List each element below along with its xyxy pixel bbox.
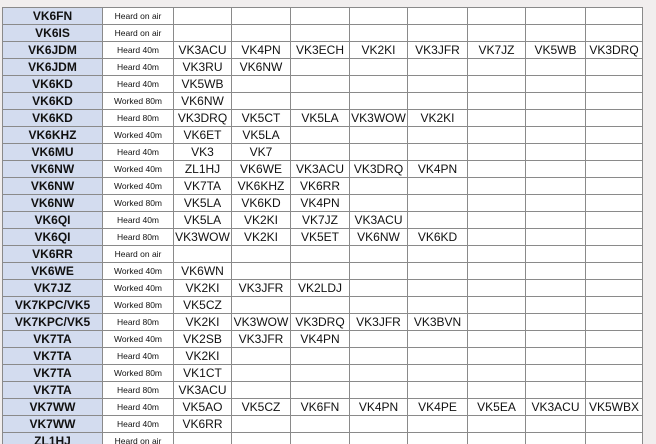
status-cell[interactable]: Heard 40m bbox=[103, 144, 174, 161]
contact-cell[interactable] bbox=[526, 416, 586, 433]
contact-cell[interactable]: VK3RU bbox=[174, 59, 232, 76]
contact-cell[interactable] bbox=[468, 25, 526, 42]
status-cell[interactable]: Heard on air bbox=[103, 246, 174, 263]
contact-cell[interactable] bbox=[586, 76, 643, 93]
contact-cell[interactable] bbox=[408, 8, 468, 25]
contact-cell[interactable] bbox=[526, 212, 586, 229]
contact-cell[interactable] bbox=[408, 93, 468, 110]
contact-cell[interactable] bbox=[408, 127, 468, 144]
contact-cell[interactable]: VK2KI bbox=[408, 110, 468, 127]
contact-cell[interactable] bbox=[586, 212, 643, 229]
contact-cell[interactable] bbox=[408, 195, 468, 212]
contact-cell[interactable]: VK1CT bbox=[174, 365, 232, 382]
contact-cell[interactable] bbox=[468, 365, 526, 382]
contact-cell[interactable] bbox=[350, 263, 408, 280]
contact-cell[interactable] bbox=[408, 416, 468, 433]
table-row bbox=[3, 382, 643, 399]
contact-cell[interactable]: VK3BVN bbox=[408, 314, 468, 331]
contact-cell[interactable] bbox=[526, 433, 586, 444]
contact-cell[interactable] bbox=[526, 314, 586, 331]
table-row bbox=[3, 110, 643, 127]
contact-cell[interactable]: VK3ACU bbox=[526, 399, 586, 416]
contact-cell[interactable] bbox=[350, 93, 408, 110]
status-cell[interactable]: Heard 80m bbox=[103, 382, 174, 399]
contact-cell[interactable] bbox=[526, 263, 586, 280]
contact-cell[interactable]: VK5WB bbox=[174, 76, 232, 93]
contact-cell[interactable]: VK6RR bbox=[291, 178, 350, 195]
contact-cell[interactable]: VK3JFR bbox=[232, 331, 291, 348]
contact-cell[interactable] bbox=[586, 280, 643, 297]
contact-cell[interactable]: VK2KI bbox=[174, 348, 232, 365]
status-cell[interactable]: Heard on air bbox=[103, 25, 174, 42]
contact-cell[interactable] bbox=[350, 280, 408, 297]
contact-cell[interactable]: VK4PN bbox=[350, 399, 408, 416]
table-row bbox=[3, 297, 643, 314]
contact-cell[interactable] bbox=[586, 93, 643, 110]
contact-cell[interactable] bbox=[468, 331, 526, 348]
contact-cell[interactable]: VK6KD bbox=[408, 229, 468, 246]
callsign-cell[interactable]: VK6WE bbox=[3, 263, 103, 280]
contact-cell[interactable] bbox=[408, 365, 468, 382]
contact-cell[interactable] bbox=[232, 416, 291, 433]
contact-cell[interactable] bbox=[586, 348, 643, 365]
contact-cell[interactable] bbox=[586, 8, 643, 25]
status-cell[interactable]: Worked 40m bbox=[103, 178, 174, 195]
contact-cell[interactable]: VK3JFR bbox=[408, 42, 468, 59]
contact-cell[interactable]: VK5AO bbox=[174, 399, 232, 416]
contact-cell[interactable] bbox=[468, 229, 526, 246]
table-row bbox=[3, 178, 643, 195]
contact-cell[interactable] bbox=[468, 144, 526, 161]
contact-cell[interactable] bbox=[232, 93, 291, 110]
contact-cell[interactable] bbox=[350, 144, 408, 161]
contact-cell[interactable] bbox=[291, 433, 350, 444]
status-cell[interactable]: Heard 40m bbox=[103, 212, 174, 229]
callsign-cell[interactable]: VK6MU bbox=[3, 144, 103, 161]
contact-cell[interactable] bbox=[586, 263, 643, 280]
contact-cell[interactable]: VK7TA bbox=[174, 178, 232, 195]
contact-cell[interactable] bbox=[408, 433, 468, 444]
callsign-cell[interactable]: VK7TA bbox=[3, 382, 103, 399]
contact-cell[interactable] bbox=[291, 25, 350, 42]
contact-cell[interactable]: ZL1HJ bbox=[174, 161, 232, 178]
contact-cell[interactable] bbox=[291, 59, 350, 76]
contact-cell[interactable] bbox=[586, 110, 643, 127]
contact-cell[interactable] bbox=[291, 76, 350, 93]
contact-cell[interactable] bbox=[526, 195, 586, 212]
callsign-cell[interactable]: VK7WW bbox=[3, 399, 103, 416]
contact-cell[interactable] bbox=[526, 331, 586, 348]
contact-cell[interactable] bbox=[350, 127, 408, 144]
status-cell[interactable]: Heard 80m bbox=[103, 229, 174, 246]
contact-cell[interactable] bbox=[232, 246, 291, 263]
contact-cell[interactable] bbox=[586, 433, 643, 444]
contact-cell[interactable]: VK3 bbox=[174, 144, 232, 161]
contact-cell[interactable]: VK5LA bbox=[174, 212, 232, 229]
contact-cell[interactable] bbox=[232, 8, 291, 25]
contact-cell[interactable]: VK3DRQ bbox=[291, 314, 350, 331]
contact-cell[interactable] bbox=[408, 144, 468, 161]
contact-cell[interactable]: VK6KD bbox=[232, 195, 291, 212]
contact-cell[interactable]: VK5CZ bbox=[232, 399, 291, 416]
table-row bbox=[3, 195, 643, 212]
contact-cell[interactable]: VK3WOW bbox=[175, 230, 230, 244]
contact-cell[interactable] bbox=[526, 178, 586, 195]
contact-cell[interactable]: VK4PN bbox=[291, 195, 350, 212]
callsign-cell[interactable]: VK6QI bbox=[3, 212, 103, 229]
callsign-cell[interactable]: VK6KHZ bbox=[3, 127, 103, 144]
callsign-cell[interactable]: VK7JZ bbox=[3, 280, 103, 297]
contact-cell[interactable] bbox=[291, 246, 350, 263]
contact-cell[interactable] bbox=[232, 76, 291, 93]
contact-cell[interactable] bbox=[408, 178, 468, 195]
contact-cell[interactable] bbox=[232, 25, 291, 42]
status-cell[interactable]: Heard on air bbox=[103, 433, 174, 444]
contact-cell[interactable] bbox=[586, 314, 643, 331]
contact-cell[interactable]: VK5LA bbox=[174, 195, 232, 212]
contact-cell[interactable] bbox=[408, 382, 468, 399]
contact-cell[interactable] bbox=[586, 144, 643, 161]
contact-cell[interactable]: VK3ACU bbox=[174, 382, 232, 399]
contact-cell[interactable]: VK5LA bbox=[232, 127, 291, 144]
contact-cell[interactable] bbox=[174, 246, 232, 263]
contact-cell[interactable]: VK3WOW bbox=[232, 314, 291, 331]
contact-cell[interactable]: VK7 bbox=[232, 144, 291, 161]
contact-cell[interactable] bbox=[232, 433, 291, 444]
status-cell[interactable]: Worked 80m bbox=[103, 195, 174, 212]
contact-cell[interactable] bbox=[291, 348, 350, 365]
status-cell[interactable]: Heard 40m bbox=[103, 416, 174, 433]
contact-cell[interactable] bbox=[468, 246, 526, 263]
contact-cell[interactable]: VK3ACU bbox=[350, 212, 408, 229]
contact-cell[interactable] bbox=[468, 212, 526, 229]
table-row bbox=[3, 8, 643, 25]
status-cell[interactable]: Worked 40m bbox=[103, 331, 174, 348]
callsign-cell[interactable]: VK6JDM bbox=[3, 59, 103, 76]
contact-cell[interactable] bbox=[350, 25, 408, 42]
contact-cell[interactable] bbox=[468, 382, 526, 399]
contact-cell[interactable] bbox=[350, 76, 408, 93]
contact-cell[interactable] bbox=[350, 297, 408, 314]
contact-cell[interactable]: VK5WB bbox=[526, 42, 586, 59]
contact-cell[interactable]: VK5EA bbox=[468, 399, 526, 416]
contact-cell[interactable] bbox=[526, 110, 586, 127]
callsign-cell[interactable]: VK6NW bbox=[3, 178, 103, 195]
contact-cell[interactable] bbox=[350, 178, 408, 195]
contact-cell[interactable] bbox=[408, 297, 468, 314]
contact-cell[interactable] bbox=[468, 178, 526, 195]
contact-cell[interactable] bbox=[586, 416, 643, 433]
contact-cell[interactable]: VK3WOW bbox=[351, 111, 406, 125]
table-row bbox=[3, 246, 643, 263]
contact-cell[interactable] bbox=[586, 161, 643, 178]
contact-cell[interactable] bbox=[468, 110, 526, 127]
contact-cell[interactable] bbox=[232, 348, 291, 365]
callsign-cell[interactable]: ZL1HJ bbox=[3, 433, 103, 444]
contact-cell[interactable]: VK5LA bbox=[291, 110, 350, 127]
contact-cell[interactable] bbox=[586, 127, 643, 144]
contact-cell[interactable] bbox=[291, 416, 350, 433]
contact-cell[interactable] bbox=[468, 297, 526, 314]
status-cell[interactable]: Worked 40m bbox=[103, 263, 174, 280]
contact-cell[interactable] bbox=[526, 365, 586, 382]
contact-cell[interactable] bbox=[586, 331, 643, 348]
contact-cell[interactable] bbox=[350, 416, 408, 433]
contact-cell[interactable]: VK4PE bbox=[408, 399, 468, 416]
table-row bbox=[3, 348, 643, 365]
contact-cell[interactable]: VK4PN bbox=[408, 161, 468, 178]
contact-cell[interactable] bbox=[586, 59, 643, 76]
contact-cell[interactable]: VK3JFR bbox=[232, 280, 291, 297]
contact-cell[interactable] bbox=[526, 144, 586, 161]
contact-cell[interactable] bbox=[468, 416, 526, 433]
contact-cell[interactable] bbox=[408, 76, 468, 93]
contact-cell[interactable]: VK2KI bbox=[174, 314, 232, 331]
status-cell[interactable]: Heard 80m bbox=[103, 314, 174, 331]
contact-cell[interactable] bbox=[526, 93, 586, 110]
callsign-cell[interactable]: VK6FN bbox=[3, 8, 103, 25]
contact-cell[interactable] bbox=[526, 76, 586, 93]
contact-cell[interactable] bbox=[232, 382, 291, 399]
contact-cell[interactable] bbox=[291, 8, 350, 25]
callsign-cell[interactable]: VK7WW bbox=[3, 416, 103, 433]
contact-cell[interactable] bbox=[468, 161, 526, 178]
callsign-cell[interactable]: VK6KD bbox=[3, 76, 103, 93]
contact-cell[interactable] bbox=[468, 280, 526, 297]
contact-cell[interactable] bbox=[526, 161, 586, 178]
contact-cell[interactable]: VK3DRQ bbox=[586, 42, 643, 59]
status-cell[interactable]: Heard 40m bbox=[103, 399, 174, 416]
table-row bbox=[3, 229, 643, 246]
contact-cell[interactable]: VK3ACU bbox=[291, 161, 350, 178]
contact-cell[interactable] bbox=[586, 178, 643, 195]
contact-cell[interactable] bbox=[468, 76, 526, 93]
table-row bbox=[3, 59, 643, 76]
contact-cell[interactable] bbox=[350, 382, 408, 399]
contact-cell[interactable]: VK2KI bbox=[232, 229, 291, 246]
contact-cell[interactable] bbox=[468, 127, 526, 144]
contact-cell[interactable] bbox=[350, 365, 408, 382]
contact-cell[interactable] bbox=[468, 263, 526, 280]
callsign-cell[interactable]: VK7TA bbox=[3, 348, 103, 365]
status-cell[interactable]: Worked 40m bbox=[103, 127, 174, 144]
table-row bbox=[3, 280, 643, 297]
contact-cell[interactable] bbox=[350, 195, 408, 212]
contact-cell[interactable] bbox=[350, 331, 408, 348]
contact-cell[interactable]: VK3ACU bbox=[174, 42, 232, 59]
status-cell[interactable]: Heard 40m bbox=[103, 348, 174, 365]
contact-cell[interactable]: VK7JZ bbox=[468, 42, 526, 59]
contact-cell[interactable] bbox=[526, 59, 586, 76]
status-cell[interactable]: Worked 40m bbox=[103, 161, 174, 178]
contact-cell[interactable]: VK2LDJ bbox=[291, 280, 350, 297]
contact-cell[interactable]: VK4PN bbox=[232, 42, 291, 59]
contact-cell[interactable] bbox=[408, 246, 468, 263]
contact-cell[interactable] bbox=[350, 433, 408, 444]
contact-cell[interactable] bbox=[526, 246, 586, 263]
contact-cell[interactable] bbox=[350, 348, 408, 365]
contact-cell[interactable] bbox=[526, 8, 586, 25]
contact-cell[interactable]: VK2KI bbox=[350, 42, 408, 59]
table-row bbox=[3, 433, 643, 444]
station-log-table bbox=[2, 7, 643, 444]
table-row bbox=[3, 161, 643, 178]
contact-cell[interactable] bbox=[526, 280, 586, 297]
callsign-cell[interactable]: VK7TA bbox=[3, 331, 103, 348]
contact-cell[interactable]: VK6RR bbox=[174, 416, 232, 433]
contact-cell[interactable] bbox=[526, 127, 586, 144]
table-row bbox=[3, 263, 643, 280]
callsign-cell[interactable]: VK6KD bbox=[3, 110, 103, 127]
table-row bbox=[3, 42, 643, 59]
contact-cell[interactable]: VK3DRQ bbox=[350, 161, 408, 178]
log-rows bbox=[3, 8, 643, 444]
contact-cell[interactable]: VK5CZ bbox=[174, 297, 232, 314]
contact-cell[interactable]: VK6NW bbox=[232, 59, 291, 76]
contact-cell[interactable] bbox=[586, 25, 643, 42]
contact-cell[interactable] bbox=[174, 8, 232, 25]
contact-cell[interactable] bbox=[468, 59, 526, 76]
contact-cell[interactable] bbox=[468, 195, 526, 212]
callsign-cell[interactable]: VK7KPC/VK5 bbox=[3, 314, 103, 331]
contact-cell[interactable] bbox=[232, 365, 291, 382]
contact-cell[interactable] bbox=[232, 297, 291, 314]
contact-cell[interactable] bbox=[291, 127, 350, 144]
contact-cell[interactable] bbox=[526, 25, 586, 42]
contact-cell[interactable]: VK4PN bbox=[291, 331, 350, 348]
status-cell[interactable]: Heard 40m bbox=[103, 59, 174, 76]
contact-cell[interactable]: VK6NW bbox=[350, 229, 408, 246]
contact-cell[interactable]: VK3JFR bbox=[350, 314, 408, 331]
contact-cell[interactable] bbox=[174, 25, 232, 42]
contact-cell[interactable]: VK6WN bbox=[174, 263, 232, 280]
contact-cell[interactable]: VK2KI bbox=[232, 212, 291, 229]
table-row bbox=[3, 314, 643, 331]
contact-cell[interactable] bbox=[526, 229, 586, 246]
callsign-cell[interactable]: VK6KD bbox=[3, 93, 103, 110]
contact-cell[interactable]: VK6ET bbox=[174, 127, 232, 144]
contact-cell[interactable]: VK3ECH bbox=[291, 42, 350, 59]
table-row bbox=[3, 76, 643, 93]
status-cell[interactable]: Heard on air bbox=[103, 8, 174, 25]
table-row bbox=[3, 127, 643, 144]
callsign-cell[interactable]: VK6RR bbox=[3, 246, 103, 263]
contact-cell[interactable] bbox=[291, 93, 350, 110]
contact-cell[interactable] bbox=[291, 365, 350, 382]
contact-cell[interactable]: VK5WBX bbox=[586, 399, 643, 416]
contact-cell[interactable]: VK6NW bbox=[174, 93, 232, 110]
contact-cell[interactable] bbox=[468, 8, 526, 25]
contact-cell[interactable] bbox=[586, 297, 643, 314]
contact-cell[interactable]: VK6KHZ bbox=[232, 178, 291, 195]
contact-cell[interactable]: VK2SB bbox=[174, 331, 232, 348]
contact-cell[interactable]: VK5CT bbox=[232, 110, 291, 127]
contact-cell[interactable] bbox=[291, 263, 350, 280]
contact-cell[interactable]: VK5ET bbox=[291, 229, 350, 246]
table-row bbox=[3, 212, 643, 229]
contact-cell[interactable] bbox=[174, 433, 232, 444]
contact-cell[interactable] bbox=[408, 280, 468, 297]
status-cell[interactable]: Worked 80m bbox=[103, 297, 174, 314]
status-cell[interactable]: Heard 40m bbox=[103, 42, 174, 59]
contact-cell[interactable]: VK6WE bbox=[232, 161, 291, 178]
table-row bbox=[3, 144, 643, 161]
contact-cell[interactable] bbox=[468, 93, 526, 110]
contact-cell[interactable] bbox=[291, 297, 350, 314]
contact-cell[interactable] bbox=[526, 297, 586, 314]
callsign-cell[interactable]: VK7KPC/VK5 bbox=[3, 297, 103, 314]
status-cell[interactable]: Heard 40m bbox=[103, 76, 174, 93]
table-row bbox=[3, 25, 643, 42]
contact-cell[interactable] bbox=[586, 195, 643, 212]
table-row bbox=[3, 93, 643, 110]
contact-cell[interactable] bbox=[586, 365, 643, 382]
callsign-cell[interactable]: VK6IS bbox=[3, 25, 103, 42]
contact-cell[interactable]: VK3DRQ bbox=[174, 110, 232, 127]
contact-cell[interactable] bbox=[526, 382, 586, 399]
contact-cell[interactable] bbox=[468, 433, 526, 444]
contact-cell[interactable] bbox=[291, 382, 350, 399]
contact-cell[interactable]: VK6FN bbox=[291, 399, 350, 416]
contact-cell[interactable] bbox=[586, 382, 643, 399]
status-cell[interactable]: Worked 80m bbox=[103, 365, 174, 382]
contact-cell[interactable] bbox=[291, 144, 350, 161]
contact-cell[interactable] bbox=[468, 314, 526, 331]
callsign-cell[interactable]: VK6QI bbox=[3, 229, 103, 246]
contact-cell[interactable] bbox=[350, 8, 408, 25]
contact-cell[interactable] bbox=[408, 331, 468, 348]
contact-cell[interactable] bbox=[408, 263, 468, 280]
contact-cell[interactable]: VK2KI bbox=[174, 280, 232, 297]
contact-cell[interactable] bbox=[408, 25, 468, 42]
table-row bbox=[3, 416, 643, 433]
status-cell[interactable]: Worked 40m bbox=[103, 280, 174, 297]
table-row bbox=[3, 331, 643, 348]
contact-cell[interactable] bbox=[586, 246, 643, 263]
contact-cell[interactable] bbox=[468, 348, 526, 365]
contact-cell[interactable] bbox=[408, 212, 468, 229]
callsign-cell[interactable]: VK6NW bbox=[3, 161, 103, 178]
contact-cell[interactable] bbox=[526, 348, 586, 365]
contact-cell[interactable] bbox=[586, 229, 643, 246]
table-row bbox=[3, 399, 643, 416]
status-cell[interactable]: Worked 80m bbox=[103, 93, 174, 110]
contact-cell[interactable] bbox=[232, 263, 291, 280]
contact-cell[interactable] bbox=[408, 348, 468, 365]
callsign-cell[interactable]: VK6NW bbox=[3, 195, 103, 212]
contact-cell[interactable] bbox=[408, 59, 468, 76]
callsign-cell[interactable]: VK7TA bbox=[3, 365, 103, 382]
callsign-cell[interactable]: VK6JDM bbox=[3, 42, 103, 59]
table-row bbox=[3, 365, 643, 382]
contact-cell[interactable] bbox=[350, 59, 408, 76]
contact-cell[interactable] bbox=[350, 246, 408, 263]
contact-cell[interactable]: VK7JZ bbox=[291, 212, 350, 229]
status-cell[interactable]: Heard 80m bbox=[103, 110, 174, 127]
